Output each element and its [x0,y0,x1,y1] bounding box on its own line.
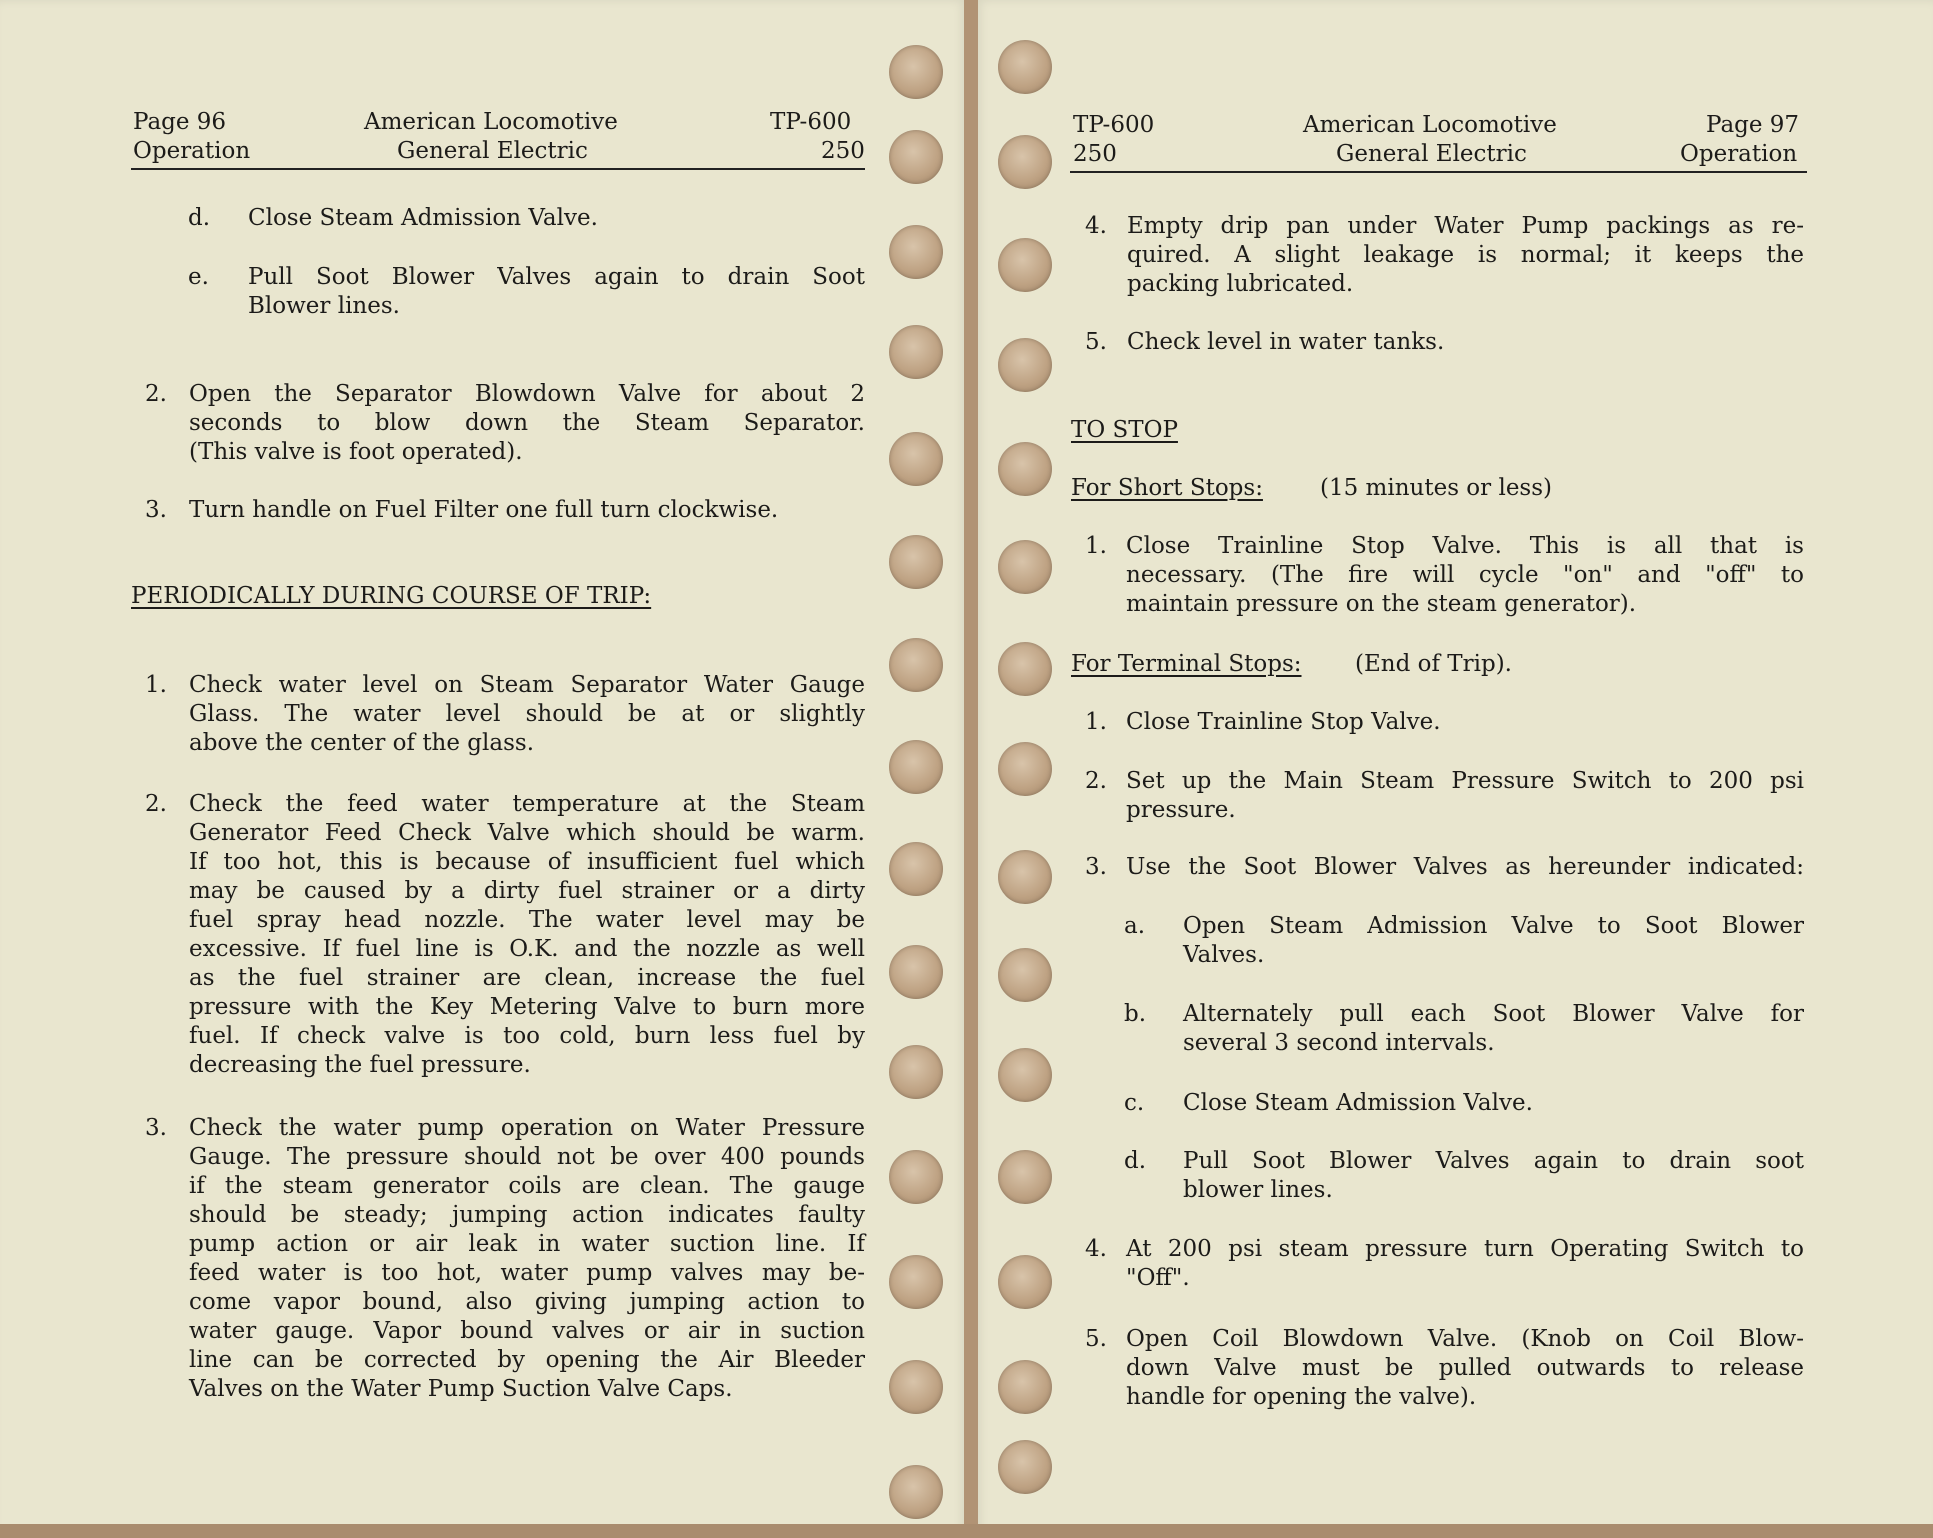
binder-hole [889,1045,943,1099]
terminal-3-text: Use the Soot Blower Valves as hereunder indicated: [1126,854,1804,880]
binder-hole [889,535,943,589]
binder-hole [889,1255,943,1309]
s1-line: Close Trainline Stop Valve. This is all that is [1126,533,1804,559]
item-e-line2: Blower lines. [248,293,400,319]
terminal-4-label: 4. [1085,1236,1107,1262]
binder-hole [998,1360,1052,1414]
p3-line: feed water is too hot, water pump valves may be- [189,1260,865,1286]
binder-hole [889,1465,943,1519]
t5-line: down Valve must be pulled outwards to release [1126,1355,1804,1381]
to-stop-heading: TO STOP [1071,417,1178,443]
sub-b-label: b. [1124,1001,1147,1027]
t5-line: handle for opening the valve). [1126,1384,1477,1410]
right-number: 250 [1073,141,1117,167]
sa-line: Open Steam Admission Valve to Soot Blower [1183,913,1804,939]
periodic-2-label: 2. [145,791,167,817]
right-maker-line2: General Electric [1336,141,1527,167]
binder-hole [998,442,1052,496]
left-page-number: Page 96 [133,109,227,135]
binder-hole [889,45,943,99]
right-header-rule [1070,171,1807,173]
page-bottom-edge [0,1524,1933,1538]
binder-hole [998,1440,1052,1494]
sb-line: several 3 second intervals. [1183,1030,1495,1056]
binder-hole [889,130,943,184]
short-stop-1-label: 1. [1085,533,1107,559]
step-3-label: 3. [145,497,167,523]
p1-line: above the center of the glass. [189,730,534,756]
r4-line: Empty drip pan under Water Pump packings as re- [1127,213,1804,239]
item-e-label: e. [188,264,209,290]
sub-c-label: c. [1124,1090,1145,1116]
terminal-1-label: 1. [1085,709,1107,735]
right-item-5-text: Check level in water tanks. [1127,329,1445,355]
p2-line: pressure with the Key Metering Valve to burn more [189,994,865,1020]
binder-hole [889,945,943,999]
sa-line: Valves. [1183,942,1265,968]
sub-c-text: Close Steam Admission Valve. [1183,1090,1533,1116]
terminal-stops-note: (End of Trip). [1355,651,1512,677]
sd-line: blower lines. [1183,1177,1333,1203]
p3-line: Gauge. The pressure should not be over 400 pounds [189,1144,865,1170]
terminal-stops-label: For Terminal Stops: [1071,651,1302,677]
binder-hole [998,1150,1052,1204]
p2-line: may be caused by a dirty fuel strainer or a dirty [189,878,865,904]
binder-hole [998,850,1052,904]
p1-line: Check water level on Steam Separator Water Gauge [189,672,865,698]
binder-hole [998,1255,1052,1309]
sb-line: Alternately pull each Soot Blower Valve for [1183,1001,1804,1027]
sd-line: Pull Soot Blower Valves again to drain soot [1183,1148,1804,1174]
binder-hole [889,638,943,692]
right-item-5-label: 5. [1085,329,1107,355]
p3-line: Valves on the Water Pump Suction Valve Caps. [189,1376,733,1402]
binder-hole [998,40,1052,94]
binder-hole [998,338,1052,392]
right-section-name: Operation [1680,141,1798,167]
p3-line: should be steady; jumping action indicates faulty [189,1202,865,1228]
r4-line: quired. A slight leakage is normal; it keeps the [1127,242,1804,268]
binder-hole [998,135,1052,189]
binder-hole [889,740,943,794]
step-2-line2: seconds to blow down the Steam Separator. [189,410,865,436]
sub-d-label: d. [1124,1148,1147,1174]
binder-hole [889,842,943,896]
p3-line: come vapor bound, also giving jumping action to [189,1289,865,1315]
p2-line: Check the feed water temperature at the Steam [189,791,865,817]
binder-hole [998,238,1052,292]
p2-line: If too hot, this is because of insufficient fuel which [189,849,865,875]
step-2-line1: Open the Separator Blowdown Valve for about 2 [189,381,865,407]
left-maker-line1: American Locomotive [364,109,618,135]
p3-line: line can be corrected by opening the Air Bleeder [189,1347,865,1373]
right-item-4-label: 4. [1085,213,1107,239]
p3-line: Check the water pump operation on Water Pressure [189,1115,865,1141]
binder-hole [889,1360,943,1414]
p2-line: excessive. If fuel line is O.K. and the nozzle as well [189,936,865,962]
binder-hole [998,1048,1052,1102]
right-page-number: Page 97 [1706,112,1800,138]
right-model: TP-600 [1073,112,1155,138]
t2-line: Set up the Main Steam Pressure Switch to 200 psi [1126,768,1804,794]
p3-line: pump action or air leak in water suction line. If [189,1231,865,1257]
p1-line: Glass. The water level should be at or slightly [189,701,865,727]
t4-line: At 200 psi steam pressure turn Operating Switch to [1126,1236,1804,1262]
binder-hole [998,742,1052,796]
short-stops-note: (15 minutes or less) [1320,475,1553,501]
r4-line: packing lubricated. [1127,271,1354,297]
left-maker-line2: General Electric [397,138,588,164]
binding-gutter [964,0,978,1538]
binder-hole [889,225,943,279]
periodic-3-label: 3. [145,1115,167,1141]
item-d-text: Close Steam Admission Valve. [248,205,598,231]
left-header-rule [131,168,865,170]
item-e-line1: Pull Soot Blower Valves again to drain Soot [248,264,865,290]
left-section-name: Operation [133,138,251,164]
binder-hole [998,642,1052,696]
p2-line: decreasing the fuel pressure. [189,1052,531,1078]
p2-line: Generator Feed Check Valve which should be warm. [189,820,865,846]
p2-line: as the fuel strainer are clean, increase the fuel [189,965,865,991]
short-stops-label: For Short Stops: [1071,475,1263,501]
binder-hole [998,948,1052,1002]
periodic-1-label: 1. [145,672,167,698]
step-3-text: Turn handle on Fuel Filter one full turn clockwise. [189,497,779,523]
binder-hole [889,432,943,486]
periodic-heading: PERIODICALLY DURING COURSE OF TRIP: [131,583,652,609]
binder-hole [889,325,943,379]
t2-line: pressure. [1126,797,1236,823]
t5-line: Open Coil Blowdown Valve. (Knob on Coil Blow- [1126,1326,1804,1352]
t4-line: "Off". [1126,1265,1190,1291]
s1-line: necessary. (The fire will cycle "on" and "off" to [1126,562,1804,588]
step-2-line3: (This valve is foot operated). [189,439,523,465]
terminal-3-label: 3. [1085,854,1107,880]
item-d-label: d. [188,205,211,231]
sub-a-label: a. [1124,913,1146,939]
p2-line: fuel. If check valve is too cold, burn less fuel by [189,1023,865,1049]
binder-hole [998,540,1052,594]
p2-line: fuel spray head nozzle. The water level may be [189,907,865,933]
terminal-5-label: 5. [1085,1326,1107,1352]
right-maker-line1: American Locomotive [1303,112,1557,138]
binder-hole [889,1150,943,1204]
p3-line: if the steam generator coils are clean. The gauge [189,1173,865,1199]
step-2-label: 2. [145,381,167,407]
p3-line: water gauge. Vapor bound valves or air in suction [189,1318,865,1344]
left-number: 250 [821,138,865,164]
terminal-1-text: Close Trainline Stop Valve. [1126,709,1441,735]
terminal-2-label: 2. [1085,768,1107,794]
s1-line: maintain pressure on the steam generator). [1126,591,1637,617]
left-model: TP-600 [770,109,852,135]
